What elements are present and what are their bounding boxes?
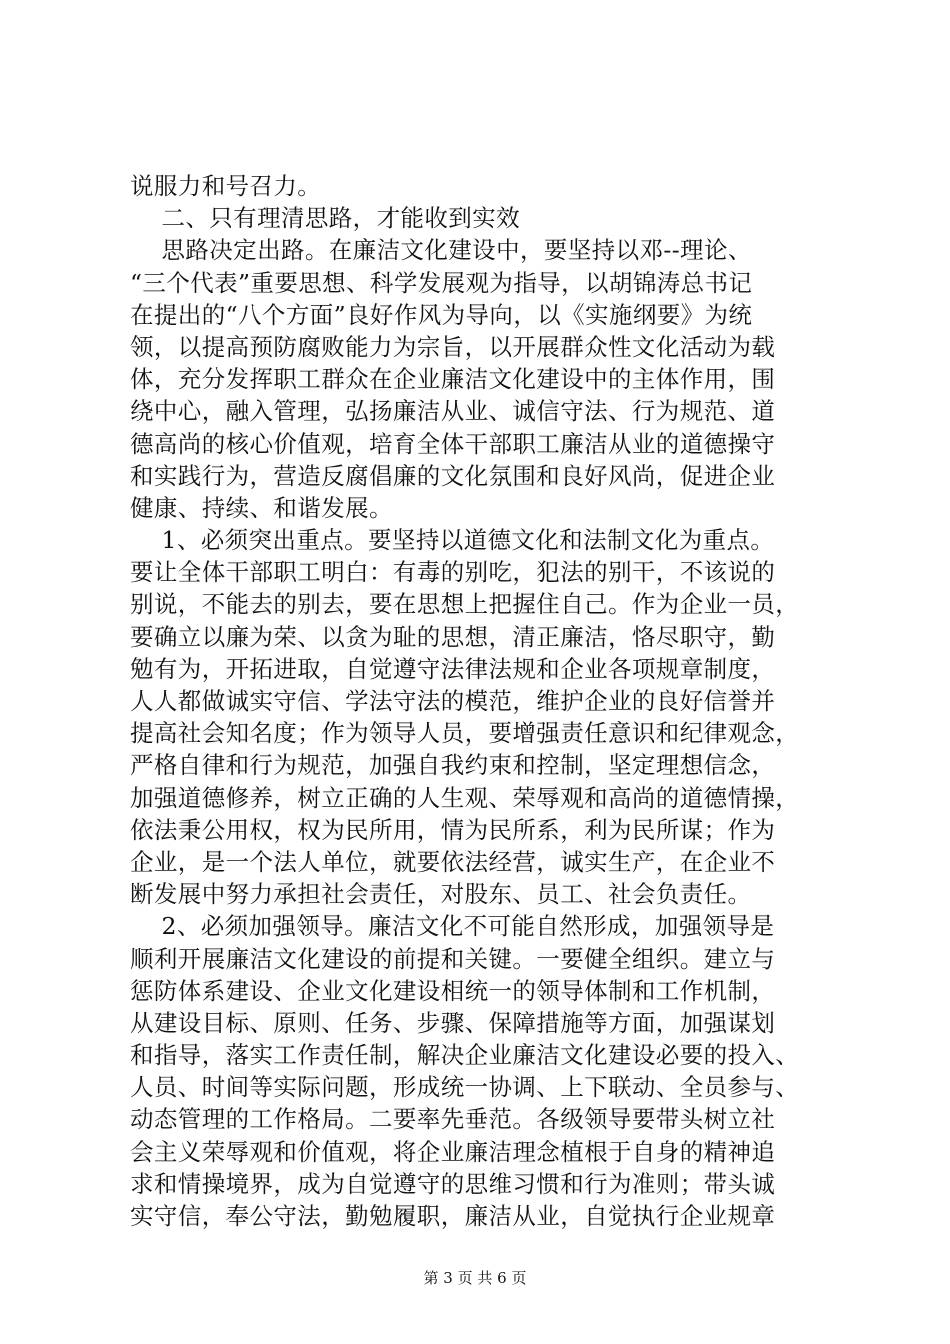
text-line: 要确立以廉为荣、以贪为耻的思想，清正廉洁，恪尽职守，勤 <box>130 622 776 651</box>
text-line: 顺利开展廉洁文化建设的前提和关键。一要健全组织。建立与 <box>130 944 776 973</box>
text-line: 2、必须加强领导。廉洁文化不可能自然形成，加强领导是 <box>130 912 775 941</box>
text-line: 1、必须突出重点。要坚持以道德文化和法制文化为重点。 <box>130 526 775 555</box>
text-line: 人员、时间等实际问题，形成统一协调、上下联动、全员参与、 <box>130 1073 800 1102</box>
text-line: “三个代表”重要思想、科学发展观为指导，以胡锦涛总书记 <box>130 268 753 297</box>
text-line: 和指导，落实工作责任制，解决企业廉洁文化建设必要的投入、 <box>130 1041 800 1070</box>
text-line: 惩防体系建设、企业文化建设相统一的领导体制和工作机制， <box>130 976 776 1005</box>
text-line: 说服力和号召力。 <box>130 172 322 200</box>
text-line: 别说，不能去的别去，要在思想上把握住自己。作为企业一员， <box>130 590 800 619</box>
text-line: 和实践行为，营造反腐倡廉的文化氛围和良好风尚，促进企业 <box>130 461 776 490</box>
text-line: 加强道德修养，树立正确的人生观、荣辱观和高尚的道德情操， <box>130 783 800 812</box>
text-line: 思路决定出路。在廉洁文化建设中，要坚持以邓--理论、 <box>130 236 752 265</box>
text-line: 会主义荣辱观和价值观，将企业廉洁理念植根于自身的精神追 <box>130 1137 776 1166</box>
text-line: 实守信，奉公守法，勤勉履职，廉洁从业，自觉执行企业规章 <box>130 1202 776 1230</box>
text-line: 依法秉公用权，权为民所用，情为民所系，利为民所谋；作为 <box>130 815 776 844</box>
text-line: 断发展中努力承担社会责任，对股东、员工、社会负责任。 <box>130 880 752 909</box>
text-line: 求和情操境界，成为自觉遵守的思维习惯和行为准则；带头诚 <box>130 1169 776 1198</box>
text-line: 健康、持续、和谐发展。 <box>130 493 393 522</box>
text-line: 严格自律和行为规范，加强自我约束和控制，坚定理想信念， <box>130 751 776 780</box>
text-line: 领，以提高预防腐败能力为宗旨，以开展群众性文化活动为载 <box>130 332 776 361</box>
text-line: 提高社会知名度；作为领导人员，要增强责任意识和纪律观念， <box>130 719 800 748</box>
text-line: 二、只有理清思路，才能收到实效 <box>130 204 520 233</box>
text-line: 体，充分发挥职工群众在企业廉洁文化建设中的主体作用，围 <box>130 365 776 394</box>
text-line: 德高尚的核心价值观，培育全体干部职工廉洁从业的道德操守 <box>130 429 776 458</box>
text-line: 企业，是一个法人单位，就要依法经营，诚实生产，在企业不 <box>130 847 776 876</box>
page-footer: 第 3 页 共 6 页 <box>423 1269 527 1287</box>
text-line: 从建设目标、原则、任务、步骤、保障措施等方面，加强谋划 <box>130 1008 776 1037</box>
text-line: 绕中心，融入管理，弘扬廉洁从业、诚信守法、行为规范、道 <box>130 397 776 426</box>
text-line: 动态管理的工作格局。二要率先垂范。各级领导要带头树立社 <box>130 1105 776 1134</box>
text-line: 勉有为，开拓进取，自觉遵守法律法规和企业各项规章制度， <box>130 654 776 683</box>
text-line: 在提出的“八个方面”良好作风为导向，以《实施纲要》为统 <box>130 300 753 329</box>
text-line: 人人都做诚实守信、学法守法的模范，维护企业的良好信誉并 <box>130 687 776 715</box>
text-line: 要让全体干部职工明白：有毒的别吃，犯法的别干，不该说的 <box>130 558 776 587</box>
document-body <box>130 170 830 1232</box>
